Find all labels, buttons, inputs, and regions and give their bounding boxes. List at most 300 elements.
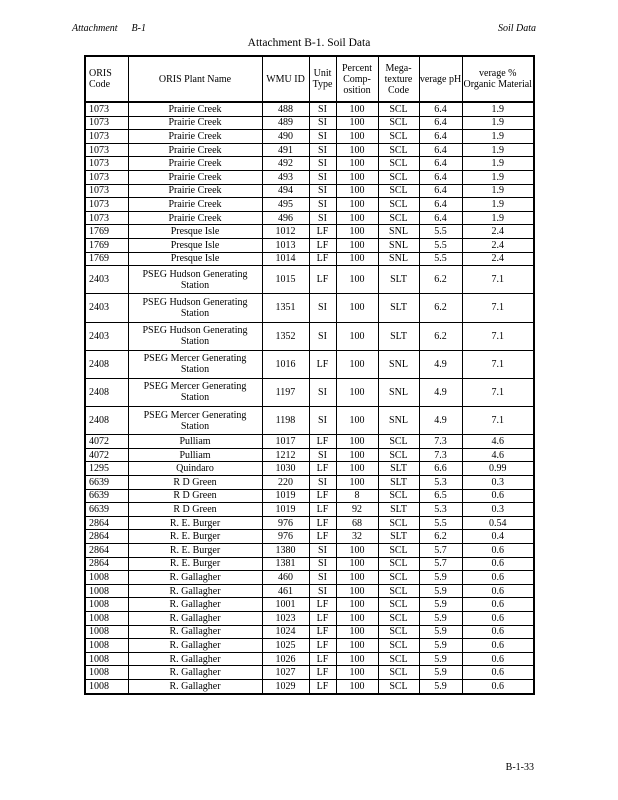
cell-unit-type: LF <box>309 679 336 693</box>
cell-oris-code: 1073 <box>85 116 128 130</box>
cell-oris-code: 1073 <box>85 130 128 144</box>
cell-oris-code: 2408 <box>85 407 128 435</box>
cell-organic-material: 1.9 <box>462 170 534 184</box>
cell-organic-material: 0.4 <box>462 530 534 544</box>
cell-average-ph: 5.7 <box>419 557 462 571</box>
cell-percent-composition: 100 <box>336 544 378 558</box>
cell-average-ph: 5.3 <box>419 503 462 517</box>
cell-organic-material: 0.6 <box>462 584 534 598</box>
cell-megatexture-code: SCL <box>378 435 419 449</box>
cell-megatexture-code: SLT <box>378 503 419 517</box>
cell-organic-material: 0.99 <box>462 462 534 476</box>
table-row <box>85 666 534 680</box>
cell-megatexture-code: SNL <box>378 350 419 378</box>
cell-megatexture-code: SCL <box>378 598 419 612</box>
cell-percent-composition: 100 <box>336 198 378 212</box>
cell-plant-name: R. Gallagher <box>128 652 262 666</box>
cell-unit-type: SI <box>309 407 336 435</box>
cell-percent-composition: 100 <box>336 435 378 449</box>
cell-megatexture-code: SCL <box>378 157 419 171</box>
cell-oris-code: 1073 <box>85 143 128 157</box>
cell-average-ph: 7.3 <box>419 448 462 462</box>
cell-megatexture-code: SCL <box>378 130 419 144</box>
table-row <box>85 184 534 198</box>
table-row <box>85 407 534 435</box>
cell-megatexture-code: SCL <box>378 584 419 598</box>
cell-percent-composition: 92 <box>336 503 378 517</box>
cell-percent-composition: 100 <box>336 666 378 680</box>
cell-unit-type: SI <box>309 184 336 198</box>
cell-megatexture-code: SCL <box>378 611 419 625</box>
cell-plant-name: Prairie Creek <box>128 157 262 171</box>
cell-oris-code: 1073 <box>85 170 128 184</box>
cell-wmu-id: 1351 <box>262 294 309 322</box>
cell-percent-composition: 100 <box>336 294 378 322</box>
cell-average-ph: 5.5 <box>419 238 462 252</box>
cell-megatexture-code: SCL <box>378 571 419 585</box>
cell-oris-code: 1073 <box>85 211 128 225</box>
cell-megatexture-code: SNL <box>378 407 419 435</box>
cell-average-ph: 5.9 <box>419 598 462 612</box>
table-row <box>85 489 534 503</box>
cell-average-ph: 6.4 <box>419 198 462 212</box>
cell-plant-name: R. Gallagher <box>128 571 262 585</box>
col-unit-type: Unit Type <box>309 56 336 102</box>
cell-unit-type: LF <box>309 252 336 266</box>
col-percent-composition: Percent Comp-osition <box>336 56 378 102</box>
table-row <box>85 598 534 612</box>
cell-average-ph: 6.4 <box>419 102 462 116</box>
cell-unit-type: LF <box>309 462 336 476</box>
cell-wmu-id: 1198 <box>262 407 309 435</box>
cell-oris-code: 1295 <box>85 462 128 476</box>
table-row <box>85 252 534 266</box>
header-section: Soil Data <box>497 23 536 34</box>
cell-oris-code: 1008 <box>85 584 128 598</box>
cell-megatexture-code: SCL <box>378 184 419 198</box>
cell-oris-code: 1008 <box>85 625 128 639</box>
cell-unit-type: LF <box>309 238 336 252</box>
cell-unit-type: LF <box>309 350 336 378</box>
cell-oris-code: 1769 <box>85 238 128 252</box>
cell-wmu-id: 494 <box>262 184 309 198</box>
table-row <box>85 584 534 598</box>
cell-organic-material: 0.6 <box>462 544 534 558</box>
cell-megatexture-code: SNL <box>378 252 419 266</box>
cell-oris-code: 4072 <box>85 448 128 462</box>
cell-oris-code: 1008 <box>85 679 128 693</box>
cell-wmu-id: 1001 <box>262 598 309 612</box>
cell-plant-name: Prairie Creek <box>128 211 262 225</box>
cell-unit-type: LF <box>309 489 336 503</box>
cell-oris-code: 6639 <box>85 489 128 503</box>
cell-percent-composition: 100 <box>336 378 378 406</box>
cell-plant-name: R. Gallagher <box>128 666 262 680</box>
table-row <box>85 557 534 571</box>
cell-percent-composition: 100 <box>336 143 378 157</box>
cell-unit-type: SI <box>309 198 336 212</box>
cell-wmu-id: 1029 <box>262 679 309 693</box>
cell-organic-material: 1.9 <box>462 184 534 198</box>
col-oris-code: ORIS Code <box>85 56 128 102</box>
cell-plant-name: PSEG Hudson Generating Station <box>128 322 262 350</box>
cell-megatexture-code: SNL <box>378 378 419 406</box>
cell-average-ph: 5.9 <box>419 584 462 598</box>
cell-wmu-id: 1352 <box>262 322 309 350</box>
cell-organic-material: 0.6 <box>462 679 534 693</box>
cell-average-ph: 6.4 <box>419 116 462 130</box>
cell-unit-type: LF <box>309 435 336 449</box>
cell-average-ph: 4.9 <box>419 350 462 378</box>
cell-megatexture-code: SLT <box>378 266 419 294</box>
cell-plant-name: Presque Isle <box>128 225 262 239</box>
cell-average-ph: 6.4 <box>419 130 462 144</box>
table-row <box>85 503 534 517</box>
table-row <box>85 462 534 476</box>
cell-plant-name: Prairie Creek <box>128 184 262 198</box>
cell-plant-name: Prairie Creek <box>128 102 262 116</box>
cell-percent-composition: 100 <box>336 476 378 490</box>
cell-organic-material: 7.1 <box>462 266 534 294</box>
cell-average-ph: 6.4 <box>419 184 462 198</box>
cell-organic-material: 4.6 <box>462 435 534 449</box>
cell-oris-code: 2403 <box>85 294 128 322</box>
cell-plant-name: PSEG Hudson Generating Station <box>128 266 262 294</box>
table-row <box>85 322 534 350</box>
cell-unit-type: SI <box>309 102 336 116</box>
cell-average-ph: 6.4 <box>419 211 462 225</box>
cell-average-ph: 6.2 <box>419 266 462 294</box>
cell-plant-name: Quindaro <box>128 462 262 476</box>
cell-unit-type: SI <box>309 170 336 184</box>
table-row <box>85 157 534 171</box>
cell-oris-code: 2408 <box>85 378 128 406</box>
cell-organic-material: 0.54 <box>462 516 534 530</box>
cell-percent-composition: 100 <box>336 557 378 571</box>
cell-unit-type: SI <box>309 378 336 406</box>
table-row <box>85 116 534 130</box>
cell-wmu-id: 1197 <box>262 378 309 406</box>
cell-megatexture-code: SCL <box>378 679 419 693</box>
table-row <box>85 571 534 585</box>
cell-percent-composition: 100 <box>336 116 378 130</box>
table-row <box>85 378 534 406</box>
cell-wmu-id: 1019 <box>262 489 309 503</box>
cell-wmu-id: 1017 <box>262 435 309 449</box>
cell-unit-type: LF <box>309 225 336 239</box>
col-plant-name: ORIS Plant Name <box>128 56 262 102</box>
cell-oris-code: 2408 <box>85 350 128 378</box>
cell-oris-code: 1073 <box>85 102 128 116</box>
cell-wmu-id: 1013 <box>262 238 309 252</box>
cell-unit-type: LF <box>309 639 336 653</box>
cell-unit-type: LF <box>309 598 336 612</box>
cell-megatexture-code: SCL <box>378 516 419 530</box>
cell-plant-name: Pulliam <box>128 448 262 462</box>
cell-average-ph: 6.6 <box>419 462 462 476</box>
cell-percent-composition: 100 <box>336 679 378 693</box>
table-row <box>85 679 534 693</box>
cell-oris-code: 1008 <box>85 652 128 666</box>
cell-organic-material: 4.6 <box>462 448 534 462</box>
cell-plant-name: Prairie Creek <box>128 170 262 184</box>
cell-average-ph: 5.9 <box>419 679 462 693</box>
cell-wmu-id: 1381 <box>262 557 309 571</box>
cell-oris-code: 1008 <box>85 611 128 625</box>
cell-plant-name: R. E. Burger <box>128 530 262 544</box>
cell-organic-material: 0.6 <box>462 625 534 639</box>
table-header-row <box>85 56 534 102</box>
cell-oris-code: 1073 <box>85 157 128 171</box>
cell-plant-name: Presque Isle <box>128 252 262 266</box>
cell-average-ph: 6.4 <box>419 170 462 184</box>
cell-unit-type: SI <box>309 584 336 598</box>
cell-wmu-id: 220 <box>262 476 309 490</box>
cell-average-ph: 5.7 <box>419 544 462 558</box>
soil-data-table-wrapper <box>84 55 533 695</box>
cell-megatexture-code: SCL <box>378 198 419 212</box>
cell-unit-type: LF <box>309 266 336 294</box>
cell-percent-composition: 100 <box>336 225 378 239</box>
cell-organic-material: 0.6 <box>462 639 534 653</box>
cell-unit-type: SI <box>309 557 336 571</box>
cell-percent-composition: 100 <box>336 350 378 378</box>
cell-percent-composition: 100 <box>336 639 378 653</box>
cell-percent-composition: 100 <box>336 611 378 625</box>
cell-organic-material: 1.9 <box>462 143 534 157</box>
cell-average-ph: 7.3 <box>419 435 462 449</box>
cell-unit-type: SI <box>309 130 336 144</box>
cell-megatexture-code: SLT <box>378 462 419 476</box>
cell-wmu-id: 461 <box>262 584 309 598</box>
cell-percent-composition: 100 <box>336 157 378 171</box>
cell-percent-composition: 100 <box>336 448 378 462</box>
cell-average-ph: 4.9 <box>419 378 462 406</box>
cell-wmu-id: 496 <box>262 211 309 225</box>
table-row <box>85 102 534 116</box>
cell-wmu-id: 1030 <box>262 462 309 476</box>
table-row <box>85 639 534 653</box>
table-row <box>85 170 534 184</box>
cell-plant-name: Prairie Creek <box>128 198 262 212</box>
cell-organic-material: 7.1 <box>462 378 534 406</box>
header-attachment: Attachment <box>72 23 118 34</box>
cell-oris-code: 4072 <box>85 435 128 449</box>
cell-plant-name: R D Green <box>128 503 262 517</box>
running-header-left <box>72 23 146 34</box>
table-row <box>85 266 534 294</box>
soil-data-table <box>84 55 535 695</box>
cell-plant-name: R. Gallagher <box>128 584 262 598</box>
cell-unit-type: LF <box>309 503 336 517</box>
cell-megatexture-code: SCL <box>378 639 419 653</box>
cell-average-ph: 6.4 <box>419 157 462 171</box>
cell-megatexture-code: SNL <box>378 225 419 239</box>
cell-percent-composition: 100 <box>336 170 378 184</box>
cell-unit-type: LF <box>309 652 336 666</box>
cell-average-ph: 5.9 <box>419 666 462 680</box>
cell-unit-type: SI <box>309 211 336 225</box>
cell-percent-composition: 100 <box>336 584 378 598</box>
cell-oris-code: 1008 <box>85 571 128 585</box>
cell-organic-material: 0.6 <box>462 652 534 666</box>
cell-plant-name: R. Gallagher <box>128 625 262 639</box>
cell-wmu-id: 1025 <box>262 639 309 653</box>
cell-plant-name: R. E. Burger <box>128 544 262 558</box>
cell-percent-composition: 100 <box>336 266 378 294</box>
cell-oris-code: 1073 <box>85 198 128 212</box>
table-row <box>85 130 534 144</box>
cell-wmu-id: 493 <box>262 170 309 184</box>
cell-unit-type: SI <box>309 116 336 130</box>
cell-organic-material: 2.4 <box>462 252 534 266</box>
cell-percent-composition: 100 <box>336 407 378 435</box>
table-row <box>85 476 534 490</box>
cell-organic-material: 1.9 <box>462 157 534 171</box>
cell-wmu-id: 495 <box>262 198 309 212</box>
table-row <box>85 611 534 625</box>
cell-plant-name: R D Green <box>128 476 262 490</box>
cell-organic-material: 2.4 <box>462 238 534 252</box>
cell-unit-type: LF <box>309 666 336 680</box>
cell-average-ph: 5.5 <box>419 225 462 239</box>
cell-organic-material: 0.6 <box>462 598 534 612</box>
table-row <box>85 198 534 212</box>
cell-unit-type: SI <box>309 294 336 322</box>
cell-wmu-id: 1380 <box>262 544 309 558</box>
table-row <box>85 435 534 449</box>
cell-percent-composition: 100 <box>336 184 378 198</box>
cell-oris-code: 1073 <box>85 184 128 198</box>
table-row <box>85 143 534 157</box>
cell-percent-composition: 100 <box>336 130 378 144</box>
cell-organic-material: 1.9 <box>462 116 534 130</box>
cell-plant-name: R. Gallagher <box>128 679 262 693</box>
cell-organic-material: 0.6 <box>462 571 534 585</box>
cell-plant-name: Pulliam <box>128 435 262 449</box>
cell-wmu-id: 976 <box>262 516 309 530</box>
cell-plant-name: R. Gallagher <box>128 611 262 625</box>
table-body <box>85 102 534 694</box>
table-row <box>85 448 534 462</box>
cell-megatexture-code: SCL <box>378 116 419 130</box>
cell-percent-composition: 100 <box>336 322 378 350</box>
cell-unit-type: SI <box>309 448 336 462</box>
cell-megatexture-code: SCL <box>378 652 419 666</box>
cell-average-ph: 6.4 <box>419 143 462 157</box>
cell-organic-material: 7.1 <box>462 350 534 378</box>
cell-unit-type: SI <box>309 322 336 350</box>
cell-unit-type: LF <box>309 611 336 625</box>
cell-organic-material: 2.4 <box>462 225 534 239</box>
table-row <box>85 516 534 530</box>
cell-organic-material: 0.6 <box>462 666 534 680</box>
cell-organic-material: 0.3 <box>462 476 534 490</box>
cell-wmu-id: 976 <box>262 530 309 544</box>
cell-average-ph: 5.5 <box>419 516 462 530</box>
cell-plant-name: R. E. Burger <box>128 516 262 530</box>
cell-average-ph: 5.5 <box>419 252 462 266</box>
cell-plant-name: PSEG Mercer Generating Station <box>128 407 262 435</box>
cell-megatexture-code: SCL <box>378 544 419 558</box>
cell-plant-name: Prairie Creek <box>128 116 262 130</box>
cell-plant-name: R. E. Burger <box>128 557 262 571</box>
table-row <box>85 211 534 225</box>
cell-wmu-id: 1014 <box>262 252 309 266</box>
cell-average-ph: 4.9 <box>419 407 462 435</box>
cell-oris-code: 1008 <box>85 598 128 612</box>
cell-wmu-id: 489 <box>262 116 309 130</box>
cell-megatexture-code: SCL <box>378 170 419 184</box>
cell-megatexture-code: SCL <box>378 211 419 225</box>
cell-megatexture-code: SCL <box>378 448 419 462</box>
cell-wmu-id: 491 <box>262 143 309 157</box>
cell-percent-composition: 100 <box>336 652 378 666</box>
cell-organic-material: 0.3 <box>462 503 534 517</box>
cell-percent-composition: 100 <box>336 252 378 266</box>
cell-megatexture-code: SCL <box>378 666 419 680</box>
header-attachment-id: B-1 <box>131 23 146 34</box>
cell-megatexture-code: SCL <box>378 102 419 116</box>
cell-percent-composition: 100 <box>336 211 378 225</box>
cell-plant-name: R. Gallagher <box>128 639 262 653</box>
table-title: Attachment B-1. Soil Data <box>247 37 371 49</box>
table-row <box>85 225 534 239</box>
cell-organic-material: 7.1 <box>462 322 534 350</box>
table-row <box>85 238 534 252</box>
cell-oris-code: 6639 <box>85 476 128 490</box>
cell-oris-code: 2864 <box>85 544 128 558</box>
cell-organic-material: 1.9 <box>462 211 534 225</box>
cell-plant-name: Prairie Creek <box>128 143 262 157</box>
cell-oris-code: 1769 <box>85 252 128 266</box>
table-row <box>85 294 534 322</box>
cell-megatexture-code: SLT <box>378 530 419 544</box>
cell-oris-code: 2864 <box>85 557 128 571</box>
cell-average-ph: 6.2 <box>419 294 462 322</box>
cell-oris-code: 1769 <box>85 225 128 239</box>
cell-megatexture-code: SCL <box>378 143 419 157</box>
cell-organic-material: 7.1 <box>462 294 534 322</box>
cell-average-ph: 6.5 <box>419 489 462 503</box>
col-megatexture-code: Mega-texture Code <box>378 56 419 102</box>
cell-organic-material: 1.9 <box>462 130 534 144</box>
cell-organic-material: 0.6 <box>462 611 534 625</box>
cell-plant-name: R D Green <box>128 489 262 503</box>
cell-megatexture-code: SCL <box>378 489 419 503</box>
cell-unit-type: SI <box>309 571 336 585</box>
cell-percent-composition: 8 <box>336 489 378 503</box>
cell-wmu-id: 1024 <box>262 625 309 639</box>
cell-unit-type: SI <box>309 157 336 171</box>
cell-oris-code: 1008 <box>85 666 128 680</box>
cell-percent-composition: 100 <box>336 625 378 639</box>
cell-megatexture-code: SLT <box>378 294 419 322</box>
cell-oris-code: 6639 <box>85 503 128 517</box>
cell-wmu-id: 1026 <box>262 652 309 666</box>
cell-organic-material: 1.9 <box>462 198 534 212</box>
table-row <box>85 652 534 666</box>
cell-unit-type: SI <box>309 544 336 558</box>
cell-wmu-id: 488 <box>262 102 309 116</box>
cell-plant-name: Presque Isle <box>128 238 262 252</box>
cell-average-ph: 5.9 <box>419 652 462 666</box>
cell-unit-type: SI <box>309 143 336 157</box>
cell-unit-type: LF <box>309 516 336 530</box>
cell-megatexture-code: SCL <box>378 625 419 639</box>
cell-oris-code: 1008 <box>85 639 128 653</box>
cell-average-ph: 5.3 <box>419 476 462 490</box>
